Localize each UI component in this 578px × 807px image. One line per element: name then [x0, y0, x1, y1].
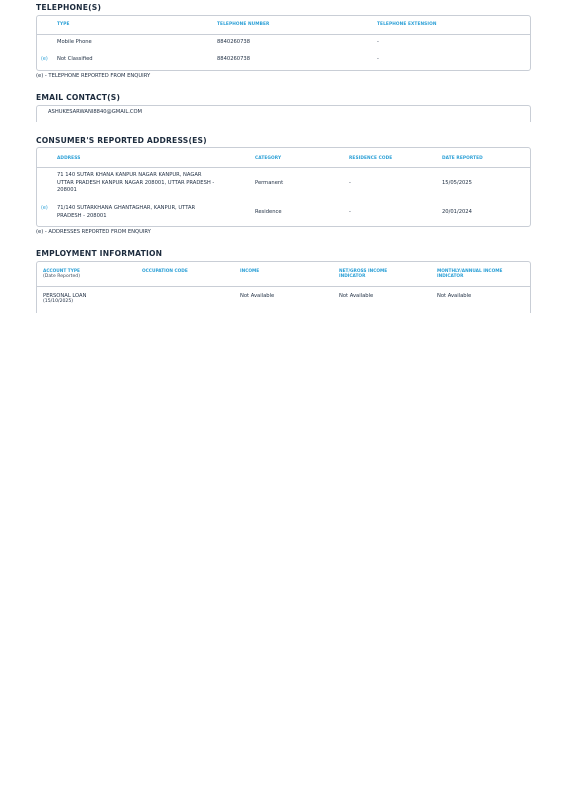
email-value: ASHUKESARWANI8840@GMAIL.COM [48, 109, 143, 115]
header-divider [37, 167, 530, 168]
account-type-label: ACCOUNT TYPE [43, 269, 80, 274]
address-row-1-address [57, 172, 247, 195]
email-box [36, 105, 531, 122]
monthly-annual-label-line-2: INDICATOR [437, 274, 464, 280]
address-row-2-enquiry-mark: (e) [41, 206, 48, 211]
employment-row-income: Not Available [240, 293, 275, 299]
account-type-value: PERSONAL LOAN [43, 293, 87, 299]
address-row-1-line-2: UTTAR PRADESH KANPUR NAGAR 208001, UTTAR PRADESH - [57, 179, 215, 186]
col-header-telephone-extension: TELEPHONE EXTENSION [377, 22, 437, 27]
phone-row-1-number: 8840260738 [217, 39, 251, 45]
address-row-2-line-1: 71/140 SUTARKHANA GHANTAGHAR, KANPUR, UTTAR [57, 205, 196, 211]
address-row-2-residence-code: - [349, 209, 351, 215]
account-date-value: (15/10/2025) [43, 299, 74, 305]
header-divider [37, 34, 530, 35]
telephone-table [36, 15, 531, 71]
col-header-category: CATEGORY [255, 156, 282, 161]
address-row-1-line-3: 208001 [57, 187, 77, 194]
date-reported-sublabel: (Date Reported) [43, 274, 80, 280]
address-row-2-line-2: PRADESH - 208001 [57, 212, 107, 219]
net-gross-label-line-1: NET/GROSS INCOME [339, 269, 388, 274]
phone-row-2-number: 8840260738 [217, 56, 251, 62]
employment-row-net-gross: Not Available [339, 293, 374, 299]
net-gross-label-line-2: INDICATOR [339, 274, 366, 280]
phone-row-1-extension: - [377, 39, 379, 45]
col-header-type: TYPE [57, 22, 70, 27]
col-header-residence-code: RESIDENCE CODE [349, 156, 393, 161]
address-row-1-residence-code: - [349, 180, 351, 186]
col-header-account-type [43, 269, 80, 279]
col-header-occupation-code: OCCUPATION CODE [142, 269, 188, 274]
address-row-2-category: Residence [255, 209, 282, 215]
employment-row-account-type [43, 293, 86, 306]
address-footnote: (e) - ADDRESSES REPORTED FROM ENQUIRY [36, 229, 151, 235]
phone-row-2-type: Not Classified [57, 56, 93, 62]
email-section-title: EMAIL CONTACT(S) [36, 93, 121, 102]
col-header-date-reported: DATE REPORTED [442, 156, 483, 161]
col-header-net-gross-income-indicator [339, 269, 387, 279]
address-row-1-line-1: 71 140 SUTAR KHANA KANPUR NAGAR KANPUR, NAGAR [57, 172, 202, 178]
telephone-section-title: TELEPHONE(S) [36, 3, 102, 12]
col-header-address: ADDRESS [57, 156, 81, 161]
address-row-1-date: 15/05/2025 [442, 180, 472, 186]
phone-row-2-extension: - [377, 56, 379, 62]
col-header-income: INCOME [240, 269, 260, 274]
address-row-1-category: Permanent [255, 180, 284, 186]
col-header-monthly-annual-income-indicator [437, 269, 502, 279]
phone-row-2-enquiry-mark: (e) [41, 57, 48, 62]
telephone-footnote: (e) - TELEPHONE REPORTED FROM ENQUIRY [36, 73, 151, 79]
address-table [36, 147, 531, 227]
employment-table [36, 261, 531, 313]
employment-row-monthly-annual: Not Available [437, 293, 472, 299]
address-row-2-address [57, 205, 247, 220]
address-row-2-date: 20/01/2024 [442, 209, 472, 215]
phone-row-1-type: Mobile Phone [57, 39, 92, 45]
address-section-title: CONSUMER'S REPORTED ADDRESS(ES) [36, 136, 207, 145]
employment-section-title: EMPLOYMENT INFORMATION [36, 249, 163, 258]
col-header-telephone-number: TELEPHONE NUMBER [217, 22, 270, 27]
header-divider [37, 286, 530, 287]
monthly-annual-label-line-1: MONTHLY/ANNUAL INCOME [437, 269, 503, 274]
